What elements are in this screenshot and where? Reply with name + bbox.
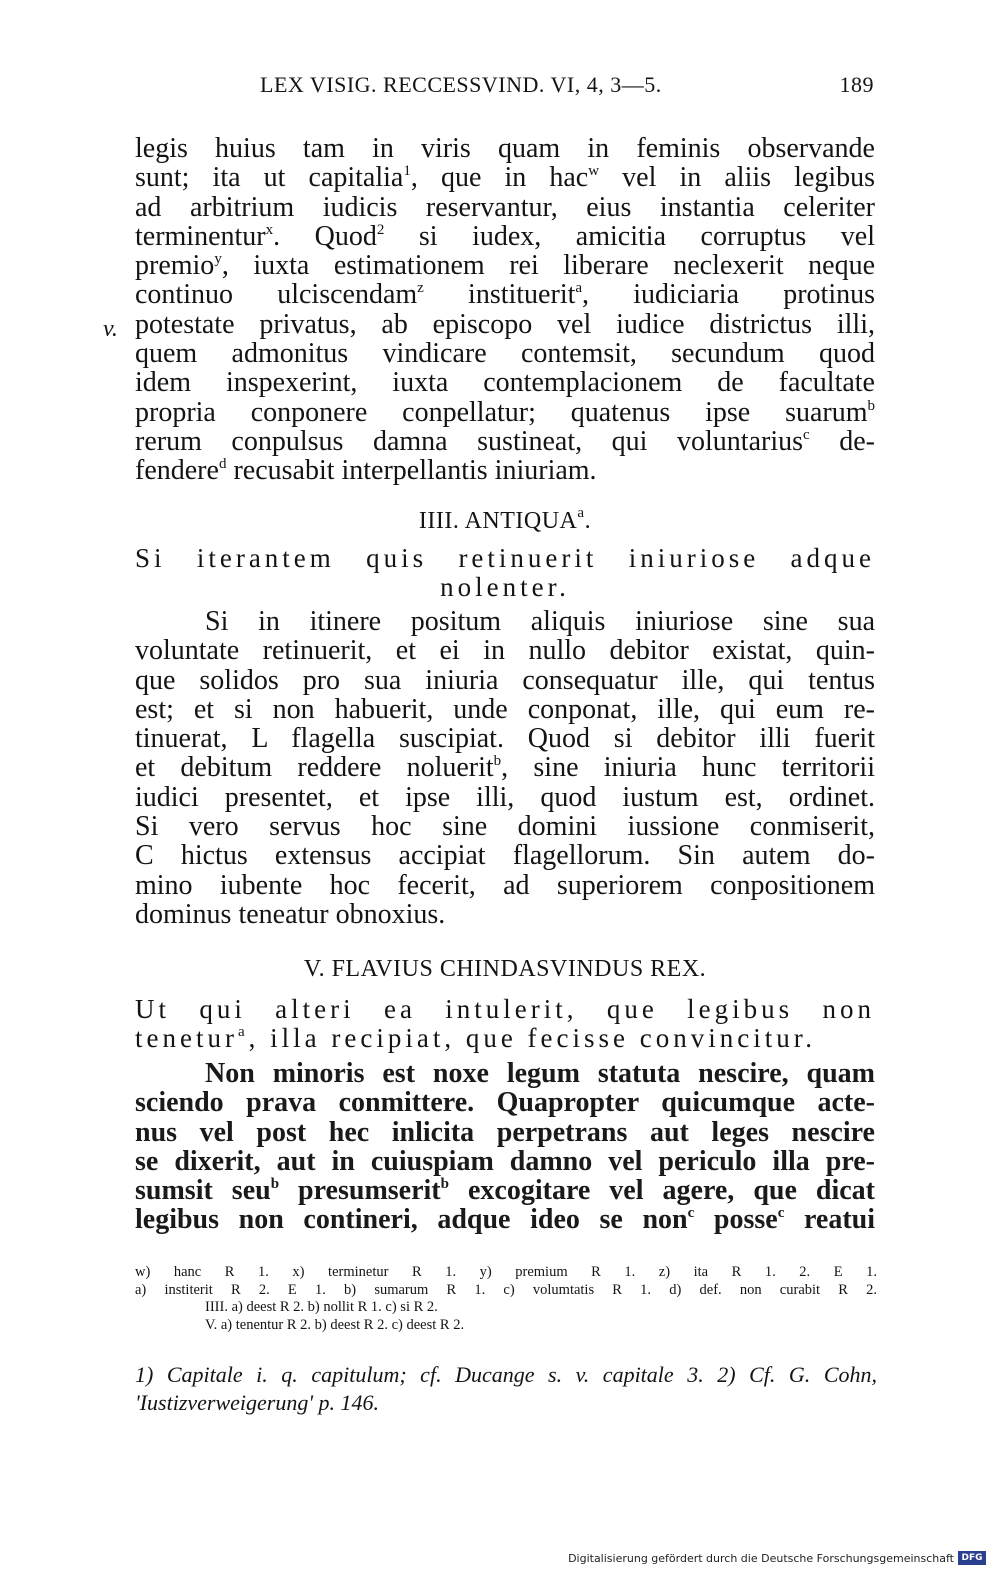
critical-apparatus bbox=[135, 1264, 877, 1334]
text-segment: reatui bbox=[784, 1204, 876, 1236]
text-segment: ad arbitrium iudicis reservantur, eius instantia celeriter bbox=[135, 191, 875, 223]
text-segment: Si in itinere positum aliquis iniuriose sine sua bbox=[205, 606, 875, 637]
text-segment: legibus non contineri, adque ideo se non bbox=[135, 1204, 688, 1236]
text-segment: Ut qui alteri ea intulerit, que legibus non bbox=[135, 994, 875, 1024]
text-segment: premio bbox=[135, 250, 215, 282]
text-segment: , iudiciaria protinus bbox=[582, 279, 875, 311]
apparatus-line: w) hanc R 1. x) terminetur R 1. y) premium R 1. z) ita R 1. 2. E 1. bbox=[135, 1264, 877, 1280]
text-line bbox=[135, 1024, 875, 1053]
text-line bbox=[135, 1059, 875, 1088]
text-line bbox=[135, 251, 875, 280]
text-segment: , iuxta estimationem rei liberare neclexerit neque bbox=[221, 250, 875, 282]
text-line bbox=[135, 995, 875, 1024]
text-line bbox=[135, 163, 875, 192]
footnote-marker: x bbox=[265, 221, 274, 238]
text-line bbox=[135, 544, 875, 573]
section-heading-4-text: IIII. ANTIQUA bbox=[418, 508, 578, 534]
text-segment: tenetur bbox=[135, 1023, 238, 1054]
text-segment: iudici presentet, et ipse illi, quod iustum est, ordinet. bbox=[135, 781, 875, 813]
section-4-text bbox=[135, 607, 875, 929]
footnote-marker: b bbox=[867, 397, 875, 414]
text-line bbox=[135, 398, 875, 427]
footnote-marker: c bbox=[777, 1205, 785, 1222]
text-line bbox=[135, 280, 875, 309]
text-line bbox=[135, 1118, 875, 1147]
section-heading-4-sup: a bbox=[577, 505, 585, 521]
footnote-marker: 2 bbox=[376, 221, 385, 238]
text-line bbox=[135, 812, 875, 841]
text-segment: , sine iniuria hunc territorii bbox=[501, 752, 875, 784]
rubric-5 bbox=[135, 995, 875, 1054]
text-segment: . Quod bbox=[273, 220, 377, 252]
text-segment: recusabit interpellantis iniuriam. bbox=[226, 455, 597, 487]
text-segment: terminentur bbox=[135, 220, 266, 252]
text-line bbox=[135, 456, 875, 485]
text-line bbox=[135, 607, 875, 636]
text-segment: fendere bbox=[135, 455, 219, 487]
text-line bbox=[135, 368, 875, 397]
text-segment: mino iubente hoc fecerit, ad superiorem conpositionem bbox=[135, 869, 875, 901]
text-segment: se dixerit, aut in cuiuspiam damno vel periculo illa pre- bbox=[135, 1145, 875, 1177]
text-segment: dominus teneatur obnoxius. bbox=[135, 898, 446, 930]
text-line bbox=[135, 193, 875, 222]
footnote-line: 'Iustizverweigerung' p. 146. bbox=[135, 1390, 380, 1415]
text-segment: C hictus extensus accipiat flagellorum. Sin autem do- bbox=[135, 840, 875, 872]
footnote-marker: b bbox=[493, 753, 502, 770]
section-heading-4 bbox=[135, 505, 875, 535]
text-line bbox=[135, 1205, 875, 1234]
footnote-marker: 1 bbox=[403, 163, 411, 180]
text-segment: presumserit bbox=[279, 1175, 441, 1207]
section-heading-5: V. FLAVIUS CHINDASVINDUS REX. bbox=[303, 956, 707, 982]
text-segment: sumsit seu bbox=[135, 1175, 271, 1207]
text-segment: instituerit bbox=[423, 279, 576, 311]
text-segment: propria conponere conpellatur; quatenus ipse suarum bbox=[135, 396, 868, 428]
footnote-marker: c bbox=[803, 426, 810, 443]
text-segment: legis huius tam in viris quam in feminis observande bbox=[135, 133, 875, 164]
apparatus-line: IIII. a) deest R 2. b) nollit R 1. c) si R 2. bbox=[205, 1299, 438, 1315]
text-segment: et debitum reddere noluerit bbox=[135, 752, 494, 784]
page-number: 189 bbox=[839, 72, 874, 97]
section-heading-4-end: . bbox=[584, 508, 592, 534]
footnote-marker: z bbox=[417, 280, 424, 297]
footnote-marker: w bbox=[588, 163, 600, 180]
footnote-marker: b bbox=[440, 1176, 449, 1193]
text-line bbox=[135, 573, 875, 602]
footnote-marker: b bbox=[270, 1176, 280, 1193]
text-segment: que solidos pro sua iniuria consequatur ille, qui tentus bbox=[135, 664, 875, 696]
text-segment: potestate privatus, ab episcopo vel iudice districtus illi, bbox=[135, 308, 875, 340]
text-segment: nolenter. bbox=[440, 572, 570, 603]
text-segment: de- bbox=[809, 425, 875, 457]
text-segment: voluntate retinuerit, et ei in nullo debitor existat, quin- bbox=[135, 635, 875, 667]
text-line bbox=[135, 1088, 875, 1117]
footnotes bbox=[135, 1361, 877, 1417]
text-line bbox=[135, 310, 875, 339]
apparatus-line: a) institerit R 2. E 1. b) sumarum R 1. c) volumtatis R 1. d) def. non curabit R 2. bbox=[135, 1281, 877, 1298]
text-segment: nus vel post hec inlicita perpetrans aut leges nescire bbox=[135, 1116, 875, 1148]
text-segment: tinuerat, L flagella suscipiat. Quod si debitor illi fuerit bbox=[135, 723, 875, 755]
text-line bbox=[135, 841, 875, 870]
footnote-line: 1) Capitale i. q. capitulum; cf. Ducange s. v. capitale 3. 2) Cf. G. Cohn, bbox=[135, 1362, 877, 1387]
footnote-marker: a bbox=[575, 280, 583, 297]
text-line bbox=[135, 339, 875, 368]
text-segment: , illa recipiat, que fecisse convincitur. bbox=[248, 1023, 816, 1054]
text-segment: excogitare vel agere, que dicat bbox=[448, 1175, 875, 1207]
text-segment: idem inspexerint, iuxta contemplacionem de facultate bbox=[135, 367, 875, 399]
footnote-marker: y bbox=[214, 251, 222, 268]
dfg-logo-icon: DFG bbox=[958, 1551, 986, 1565]
digitization-credit: Digitalisierung gefördert durch die Deutsche Forschungsgemeinschaft bbox=[568, 1552, 954, 1565]
apparatus-line: V. a) tenentur R 2. b) deest R 2. c) deest R 2. bbox=[205, 1316, 465, 1333]
text-segment: quem admonitus vindicare contemsit, secundum quod bbox=[135, 338, 875, 370]
text-line bbox=[135, 1147, 875, 1176]
text-segment: Si iterantem quis retinuerit iniuriose adque bbox=[135, 543, 875, 573]
rubric-4 bbox=[135, 544, 875, 603]
text-line bbox=[135, 134, 875, 163]
text-line bbox=[135, 900, 875, 929]
text-line bbox=[135, 222, 875, 251]
text-line bbox=[135, 695, 875, 724]
paragraph-continuation bbox=[135, 134, 875, 486]
text-line bbox=[135, 753, 875, 782]
text-line bbox=[135, 1176, 875, 1205]
margin-note: v. bbox=[103, 316, 118, 342]
text-line bbox=[135, 666, 875, 695]
text-segment: est; et si non habuerit, unde conponat, ille, qui eum re- bbox=[135, 693, 875, 725]
footnote-marker: a bbox=[237, 1024, 249, 1041]
text-line bbox=[135, 871, 875, 900]
footnote-marker: c bbox=[687, 1205, 695, 1222]
text-line bbox=[135, 427, 875, 456]
text-segment: posse bbox=[694, 1204, 778, 1236]
text-segment: continuo ulciscendam bbox=[135, 279, 418, 311]
section-5-text bbox=[135, 1059, 875, 1235]
running-title: LEX VISIG. RECCESSVIND. VI, 4, 3—5. bbox=[260, 72, 662, 97]
text-segment: si iudex, amicitia corruptus vel bbox=[384, 220, 875, 252]
text-line bbox=[135, 783, 875, 812]
text-segment: rerum conpulsus damna sustineat, qui voluntarius bbox=[135, 425, 804, 457]
text-segment: vel in aliis legibus bbox=[599, 162, 876, 194]
text-line bbox=[135, 636, 875, 665]
footnote-marker: d bbox=[218, 456, 227, 473]
text-segment: sunt; ita ut capitalia bbox=[135, 162, 404, 194]
text-segment: , que in hac bbox=[410, 162, 589, 194]
text-segment: Non minoris est noxe legum statuta nescire, quam bbox=[205, 1058, 875, 1089]
text-segment: sciendo prava conmittere. Quapropter quicumque acte- bbox=[135, 1087, 875, 1119]
text-segment: Si vero servus hoc sine domini iussione conmiserit, bbox=[135, 811, 875, 843]
text-line bbox=[135, 724, 875, 753]
